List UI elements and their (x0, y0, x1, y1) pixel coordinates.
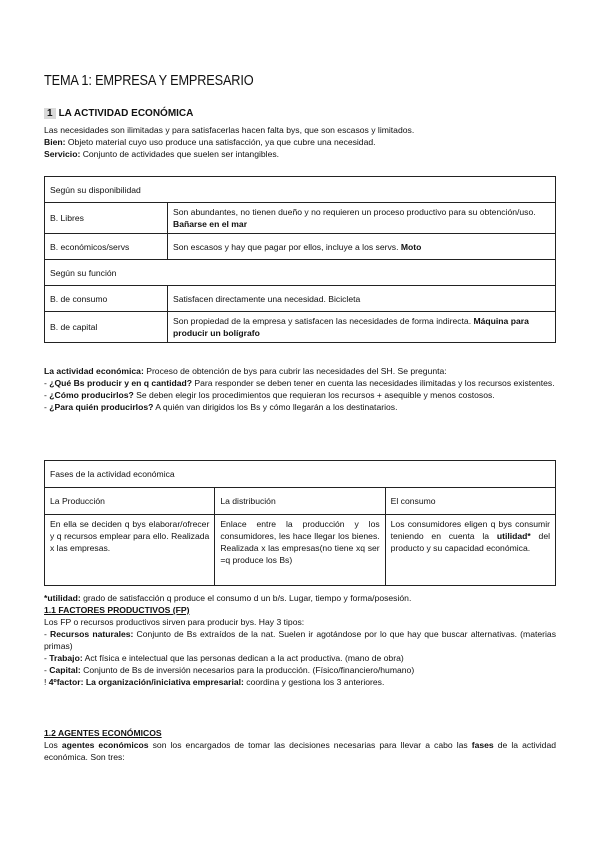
phase-label-consumo: El consumo (385, 488, 555, 515)
row-text: Satisfacen directamente una necesidad. Bicicleta (168, 286, 556, 312)
phase-text-consumo: Los consumidores eligen q bys consumir teniendo en cuenta la utilidad* del producto y su capacidad económica. (385, 515, 555, 586)
actividad-def: La actividad económica: Proceso de obtención de bys para cubrir las necesidades del SH. Se pregunta: (44, 366, 447, 376)
factor-naturales: - Recursos naturales: Conjunto de Bs extraídos de la nat. Suelen ir agotándose por lo que hay que buscar alternativas. (materias primas) (44, 629, 556, 651)
servicio-term: Servicio: (44, 149, 81, 159)
factor-cuarto: ! 4ºfactor: La organización/iniciativa empresarial: coordina y gestiona los 3 anteriores. (44, 677, 385, 687)
table-row (45, 203, 556, 234)
table-row (45, 312, 556, 343)
section-1-2-text: Los agentes económicos son los encargados de tomar las decisiones necesarias para llevar a cabo las fases de la actividad económica. Son tres: (44, 740, 557, 762)
table-header-disponibilidad: Según su disponibilidad (45, 177, 556, 203)
section-label: LA ACTIVIDAD ECONÓMICA (58, 108, 194, 119)
phase-label-produccion: La Producción (45, 488, 215, 515)
actividad-paragraph (44, 365, 556, 413)
section-number: 1 (44, 108, 56, 119)
section-1-1-intro: Los FP o recursos productivos sirven para producir bys. Hay 3 tipos: (44, 617, 305, 627)
page-title: TEMA 1: EMPRESA Y EMPRESARIO (44, 73, 254, 89)
section-heading-1 (44, 108, 556, 119)
factor-trabajo: - Trabajo: Act física e intelectual que las personas dedican a la act productiva. (mano de obra) (44, 653, 404, 663)
definition-bien (44, 136, 556, 148)
footnote: *utilidad: grado de satisfacción q produce el consumo d un b/s. Lugar, tiempo y forma/posesión. (44, 593, 412, 603)
phase-label-distribucion: La distribución (215, 488, 385, 515)
row-label: B. de consumo (45, 286, 168, 312)
question-3: - ¿Para quién producirlos? A quién van dirigidos los Bs y cómo llegarán a los destinatarios. (44, 402, 398, 412)
row-label: B. de capital (45, 312, 168, 343)
row-text: Son escasos y hay que pagar por ellos, incluye a los servs. Moto (168, 234, 556, 260)
section-1-1-heading: 1.1 FACTORES PRODUCTIVOS (FP) (44, 605, 190, 615)
row-label: B. económicos/servs (45, 234, 168, 260)
phase-text-produccion: En ella se deciden q bys elaborar/ofrecer y q recursos emplear para ello. Realizada x las empresas. (45, 515, 215, 586)
table-row (45, 234, 556, 260)
section-1-2-heading: 1.2 AGENTES ECONÓMICOS (44, 728, 162, 738)
question-1: - ¿Qué Bs producir y en q cantidad? Para responder se deben tener en cuenta las necesidades ilimitadas y los recursos existentes. (44, 378, 555, 388)
intro-paragraph (44, 124, 556, 160)
row-text: Son abundantes, no tienen dueño y no requieren un proceso productivo para su obtención/uso. Bañarse en el mar (168, 203, 556, 234)
section-1-2 (44, 727, 556, 763)
question-2: - ¿Cómo producirlos? Se deben elegir los procedimientos que requieran los recursos + asequible y menos costosos. (44, 390, 495, 400)
intro-text: Las necesidades son ilimitadas y para satisfacerlas hacen falta bys, que son escasos y limitados. (44, 125, 415, 135)
phases-table (44, 460, 556, 586)
phase-text-distribucion: Enlace entre la producción y los consumidores, les hace llegar los bienes. Realizada x las empresas(no tiene xq ser =q produce los Bs) (215, 515, 385, 586)
definition-servicio (44, 148, 556, 160)
bien-term: Bien: (44, 137, 66, 147)
row-text: Son propiedad de la empresa y satisfacen las necesidades de forma indirecta. Máquina para producir un bolígrafo (168, 312, 556, 343)
table-row (45, 286, 556, 312)
phases-header: Fases de la actividad económica (45, 461, 556, 488)
goods-table (44, 176, 556, 343)
factor-capital: - Capital: Conjunto de Bs de inversión necesarios para la producción. (Físico/financiero/humano) (44, 665, 415, 675)
bien-text: Objeto material cuyo uso produce una satisfacción, ya que cubre una necesidad. (65, 137, 376, 147)
row-label: B. Libres (45, 203, 168, 234)
table-header-funcion: Según su función (45, 260, 556, 286)
servicio-text: Conjunto de actividades que suelen ser intangibles. (80, 149, 280, 159)
section-1-1 (44, 604, 556, 688)
